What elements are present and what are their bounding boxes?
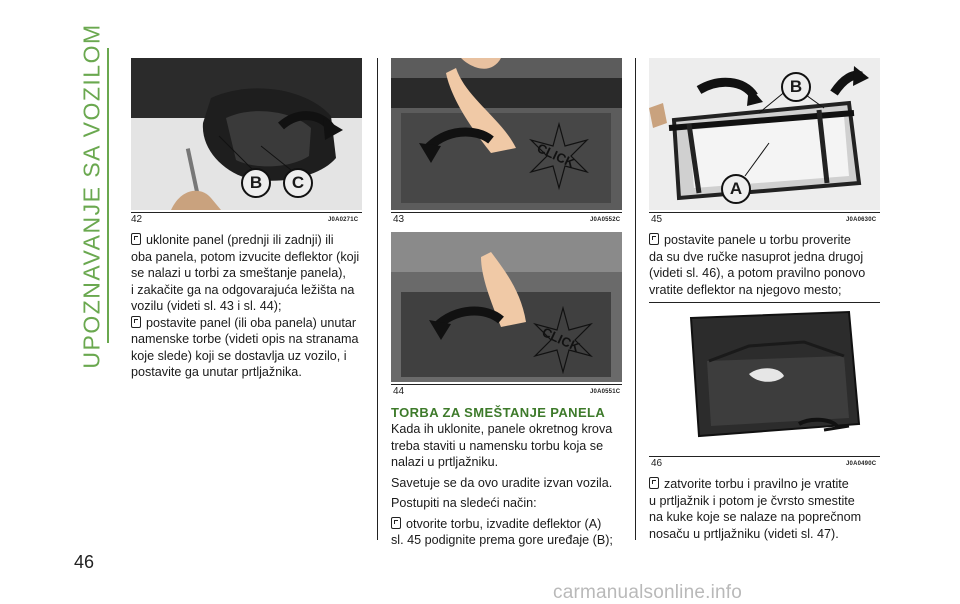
figure-44-code: J0A0551C (590, 389, 621, 395)
col3-text-top (649, 232, 889, 298)
bullet-icon (131, 316, 141, 328)
figure-46-illustration (649, 306, 880, 454)
col2-line: treba staviti u namensku torbu koja se (391, 438, 604, 453)
col2-line: Savetuje se da ovo uradite izvan vozila. (391, 475, 613, 490)
col2-text (391, 421, 631, 549)
col2-line: sl. 45 podignite prema gore uređaje (B); (391, 533, 613, 547)
figure-rule (649, 302, 880, 303)
figure-42-label-c: C (283, 168, 313, 198)
watermark: carmanualsonline.info (553, 582, 743, 603)
figure-43 (391, 58, 622, 210)
figure-43-click-label: CLICK (534, 140, 578, 171)
figure-45-illustration (649, 58, 880, 210)
figure-42 (131, 58, 362, 210)
section-heading: TORBA ZA SMEŠTANJE PANELA (391, 405, 606, 420)
figure-43-code: J0A0552C (590, 217, 621, 223)
bullet-icon (131, 233, 141, 245)
bullet-icon (391, 517, 401, 529)
figure-45-label-b: B (781, 72, 811, 102)
bullet-icon (649, 233, 659, 245)
column-divider (377, 58, 378, 540)
figure-46-code: J0A0490C (846, 461, 877, 467)
col2-line: Postupiti na sledeći način: (391, 496, 537, 510)
section-rule (107, 48, 109, 343)
col1-line: postavite ga unutar prtljažnika. (131, 365, 302, 379)
col1-line: postavite panel (ili oba panela) unutar (131, 315, 371, 332)
bullet-icon (649, 477, 659, 489)
col3-line: da su dve ručke nasuprot jedna drugoj (649, 249, 864, 264)
figure-44-illustration (391, 232, 622, 382)
figure-45-number: 45 (651, 214, 663, 225)
col1-line: namenske torbe (videti opis na stranama (131, 332, 359, 346)
col2-line: otvorite torbu, izvadite deflektor (A) (391, 516, 631, 533)
col2-line: nalazi u prtljažniku. (391, 455, 499, 469)
col1-line: vozilu (videti sl. 43 i sl. 44); (131, 299, 282, 313)
figure-44 (391, 232, 622, 382)
col1-line: i zakačite ga na odgovarajuća ležišta na (131, 282, 355, 297)
caption-rule (131, 212, 362, 213)
figure-46-number: 46 (651, 458, 663, 469)
col2-line: Kada ih uklonite, panele okretnog krova (391, 422, 613, 436)
col1-text (131, 232, 371, 381)
figure-45-code: J0A0630C (846, 217, 877, 223)
col3-line: postavite panele u torbu proverite (649, 232, 889, 249)
col1-line: oba panela, potom izvucite deflektor (koji (131, 249, 360, 264)
caption-rule (649, 456, 880, 457)
figure-42-label-b: B (241, 168, 271, 198)
figure-44-click-label: CLICK (539, 324, 583, 355)
caption-rule (649, 212, 880, 213)
col3-line: nosaču u prtljažniku (videti sl. 47). (649, 526, 839, 541)
figure-42-code: J0A0271C (328, 217, 359, 223)
figure-43-number: 43 (393, 214, 405, 225)
figure-45 (649, 58, 880, 210)
page-number: 46 (74, 552, 95, 572)
figure-44-number: 44 (393, 386, 405, 397)
section-title: UPOZNAVANJE SA VOZILOM (78, 22, 105, 369)
col3-text-bottom (649, 476, 889, 542)
col3-line: zatvorite torbu i pravilno je vratite (649, 476, 889, 493)
caption-rule (391, 384, 622, 385)
col3-line: u prtljažnik i potom je čvrsto smestite (649, 493, 855, 508)
column-divider (635, 58, 636, 540)
col1-line: uklonite panel (prednji ili zadnji) ili (131, 232, 371, 249)
col3-line: (videti sl. 46), a potom pravilno ponovo (649, 266, 866, 280)
figure-43-illustration (391, 58, 622, 210)
figure-42-number: 42 (131, 214, 143, 225)
figure-45-label-a: A (721, 174, 751, 204)
col1-line: se nalazi u torbi za smeštanje panela), (131, 266, 346, 280)
col1-line: koje slede) koji se dostavlja uz vozilo, i (131, 348, 347, 363)
figure-46 (649, 306, 880, 454)
col3-line: na kuke koje se nalaze na poprečnom (649, 510, 862, 524)
caption-rule (391, 212, 622, 213)
col3-line: vratite deflektor na njegovo mesto; (649, 282, 842, 297)
